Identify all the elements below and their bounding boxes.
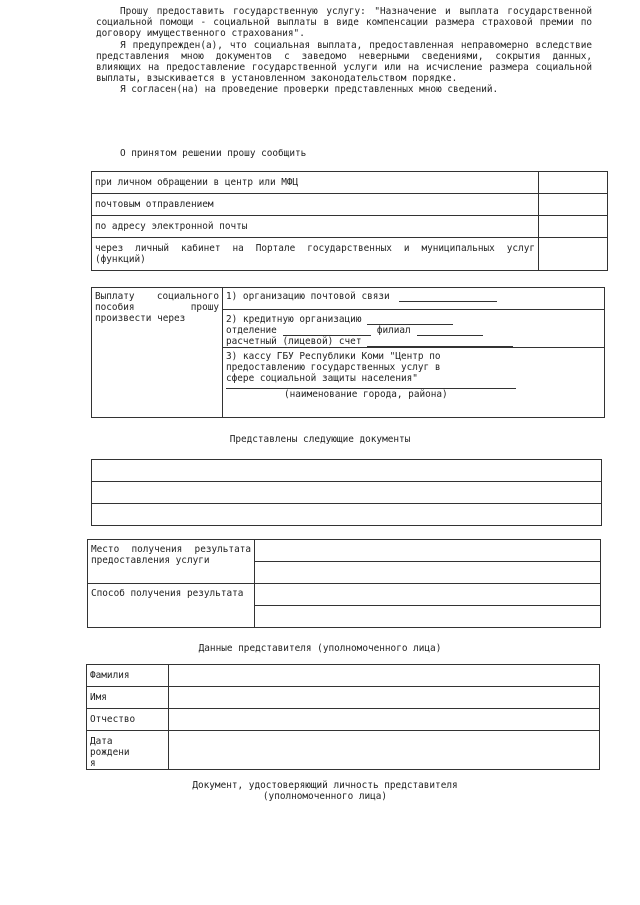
payment-option-post	[223, 288, 605, 310]
notify-option: при личном обращении в центр или МФЦ	[92, 172, 539, 194]
notify-checkbox[interactable]	[539, 172, 608, 194]
notify-heading: О принятом решении прошу сообщить	[120, 148, 307, 159]
rep-firstname-label: Имя	[87, 687, 169, 709]
notify-option: через личный кабинет на Портале государственных и муниципальных услуг (функций)	[92, 238, 539, 271]
notify-checkbox[interactable]	[539, 194, 608, 216]
rep-lastname-label: Фамилия	[87, 665, 169, 687]
method-label: Способ получения результата	[88, 584, 255, 628]
rep-lastname-field[interactable]	[169, 665, 600, 687]
notify-option: по адресу электронной почты	[92, 216, 539, 238]
place-field[interactable]	[255, 540, 601, 562]
bank-dept-label: отделение	[226, 325, 277, 336]
post-office-field[interactable]	[399, 291, 497, 302]
method-field[interactable]	[255, 584, 601, 606]
document-row[interactable]	[92, 460, 602, 482]
notify-checkbox[interactable]	[539, 216, 608, 238]
representative-table	[86, 664, 600, 770]
bank-name-field[interactable]	[367, 314, 453, 325]
bank-account-field[interactable]	[367, 336, 513, 347]
payment-table	[91, 287, 605, 418]
notify-table	[91, 171, 608, 271]
id-document-heading	[0, 780, 640, 802]
rep-patronymic-label: Отчество	[87, 709, 169, 731]
payment-option-cashdesk	[223, 348, 605, 418]
bank-branch-field[interactable]	[417, 325, 483, 336]
place-field[interactable]	[255, 562, 601, 584]
city-caption: (наименование города, района)	[284, 389, 448, 400]
result-table	[87, 539, 601, 628]
place-label: Место получения результата предоставления услуги	[88, 540, 255, 584]
bank-branch-label: филиал	[376, 325, 411, 336]
method-field[interactable]	[255, 606, 601, 628]
cashdesk-label: 3) кассу ГБУ Республики Коми "Центр по предоставлению государственных услуг в сфере социальной защиты населения"	[226, 351, 441, 384]
warning-paragraph: Я предупрежден(а), что социальная выплата, предоставленная неправомерно вследствие представления мною документов с заведомо неверными сведениями, сокрытия данных, влияющих на предоставление государственной услуги или на исчисление размера социальной выплаты, взыскивается в установленном законодательством порядке.	[96, 39, 592, 85]
document-row[interactable]	[92, 482, 602, 504]
notify-checkbox[interactable]	[539, 238, 608, 271]
payment-option-post-label: 1) организацию почтовой связи	[226, 291, 390, 302]
rep-birthdate-label: Дата рождения	[87, 731, 169, 770]
document-row[interactable]	[92, 504, 602, 526]
payment-label: Выплату социального пособия прошу произвести через	[92, 288, 223, 418]
request-paragraph: Прошу предоставить государственную услугу: "Назначение и выплата государственной социальной помощи - социальной выплаты в виде компенсации размера страховой премии по договору имущественного страхования".	[96, 6, 592, 40]
id-document-line1: Документ, удостоверяющий личность представителя	[192, 780, 458, 791]
rep-patronymic-field[interactable]	[169, 709, 600, 731]
rep-firstname-field[interactable]	[169, 687, 600, 709]
bank-dept-field[interactable]	[283, 325, 371, 336]
consent-paragraph: Я согласен(на) на проведение проверки представленных мною сведений.	[120, 84, 499, 96]
notify-option: почтовым отправлением	[92, 194, 539, 216]
bank-account-label: расчетный (лицевой) счет	[226, 336, 362, 347]
documents-heading: Представлены следующие документы	[229, 434, 411, 445]
rep-birthdate-field[interactable]	[169, 731, 600, 770]
payment-option-bank	[223, 310, 605, 348]
representative-heading: Данные представителя (уполномоченного лица)	[198, 643, 442, 654]
intro-text	[96, 6, 592, 96]
id-document-line2: (уполномоченного лица)	[262, 791, 388, 802]
bank-label: 2) кредитную организацию	[226, 314, 362, 325]
documents-table	[91, 459, 602, 526]
